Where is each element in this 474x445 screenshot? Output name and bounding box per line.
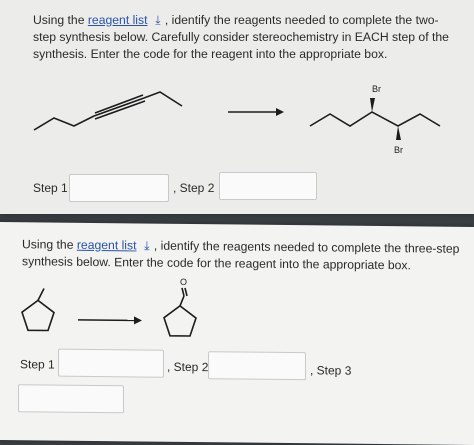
step-2-label: , Step 2: [167, 359, 209, 375]
oxygen-label: O: [180, 276, 188, 287]
prompt-text: , identify the reagents needed to complete the three-step synthesis below. Enter the code for the reagent into the appropriate box.: [22, 238, 460, 273]
step-1-input[interactable]: [58, 349, 164, 378]
step-1-label: Step 1: [33, 181, 68, 195]
download-arrow-icon[interactable]: ⤓: [155, 13, 161, 27]
step-2-input[interactable]: [219, 172, 317, 200]
step-3-label: , Step 3: [310, 363, 352, 378]
prompt-text: , identify the reagents needed to complete the two-step synthesis below. Carefully consider stereochemistry in EACH step of the synthesis. Enter the code for the reagent into the appropriate box.: [33, 13, 449, 61]
reaction-arrow: [78, 315, 148, 326]
step-1-input[interactable]: [69, 174, 169, 202]
prompt-text: Using the: [33, 13, 88, 27]
step-1-label: Step 1: [20, 357, 55, 372]
question-2-prompt: [22, 236, 462, 275]
question-card-1: [0, 0, 474, 214]
reagent-list-link[interactable]: reagent list: [76, 237, 137, 253]
question-1-prompt: [33, 12, 453, 63]
cyclopentanecarbaldehyde-structure: [160, 276, 200, 342]
bromine-bottom-label: Br: [394, 145, 403, 155]
question-card-2: [0, 222, 474, 445]
step-3-input[interactable]: [18, 384, 124, 413]
prompt-text: Using the: [22, 237, 77, 252]
reagent-list-link[interactable]: reagent list: [87, 13, 148, 27]
alkyne-structure: [34, 86, 194, 146]
dibromide-structure: [308, 82, 458, 162]
bromine-top-label: Br: [372, 84, 381, 94]
download-arrow-icon[interactable]: ⤓: [144, 238, 150, 253]
reaction-arrow: [228, 107, 288, 117]
methylcyclopentane-structure: [18, 286, 58, 336]
step-2-label: , Step 2: [173, 181, 215, 195]
step-2-input[interactable]: [208, 351, 306, 380]
